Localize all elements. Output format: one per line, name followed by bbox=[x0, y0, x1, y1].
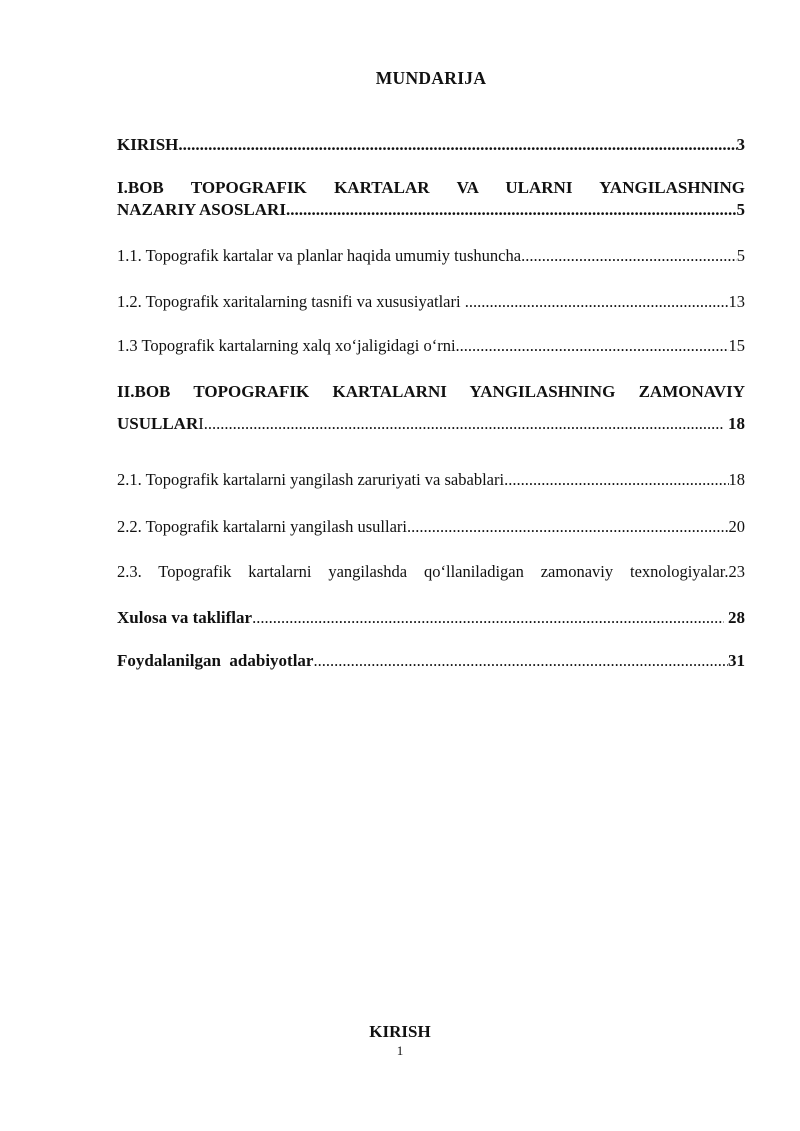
toc-entry-title: 2.3. Topografik kartalarni yangilashda qo‘llaniladigan zamonaviy texnologiyalar. bbox=[117, 562, 729, 581]
toc-row-chapter-1[interactable] bbox=[117, 176, 745, 221]
toc-page-number: 20 bbox=[728, 517, 745, 536]
toc-page-number: 5 bbox=[736, 246, 745, 265]
dot-leader bbox=[521, 245, 737, 267]
toc-row-1-2[interactable] bbox=[117, 291, 745, 313]
toc-entry-title: 1.2. Topografik xaritalarning tasnifi va xususiyatlari bbox=[117, 292, 465, 311]
toc-entry-title: 1.1. Topografik kartalar va planlar haqida umumiy tushuncha bbox=[117, 246, 522, 265]
dot-leader bbox=[178, 134, 736, 156]
toc-entry-line2 bbox=[117, 199, 745, 221]
dot-leader bbox=[204, 413, 724, 435]
toc-entry-title-line2: NAZARIY ASOSLARI bbox=[117, 200, 286, 219]
toc-entry-title: 2.1. Topografik kartalarni yangilash zaruriyati va sabablari bbox=[117, 470, 505, 489]
dot-leader bbox=[456, 335, 729, 357]
toc-entry-title-line2-tail: I bbox=[198, 414, 204, 433]
toc-entry-title: 2.2. Topografik kartalarni yangilash usullari bbox=[117, 517, 407, 536]
toc-row-2-1[interactable] bbox=[117, 469, 745, 491]
toc-entry-title: KIRISH bbox=[117, 135, 179, 154]
toc-page-number: 5 bbox=[736, 200, 745, 219]
toc-row-adabiyotlar[interactable] bbox=[117, 650, 745, 672]
page-title: MUNDARIJA bbox=[375, 68, 487, 88]
toc-page-number: 31 bbox=[728, 651, 745, 670]
dot-leader bbox=[286, 199, 737, 221]
page-number: 1 bbox=[396, 1043, 404, 1058]
toc-entry-title: Xulosa va takliflar bbox=[117, 608, 253, 627]
toc-page-number: 28 bbox=[723, 608, 745, 627]
table-of-contents bbox=[117, 134, 745, 672]
toc-page-number: 13 bbox=[728, 292, 745, 311]
toc-page-number: 23 bbox=[728, 562, 745, 581]
toc-row-1-1[interactable] bbox=[117, 245, 745, 267]
next-section-heading: KIRISH bbox=[369, 1022, 431, 1041]
toc-row-xulosa[interactable] bbox=[117, 607, 745, 629]
toc-page-number: 18 bbox=[728, 470, 745, 489]
toc-entry-title-line1: II.BOB TOPOGRAFIK KARTALARNI YANGILASHNING ZAMONAVIY bbox=[117, 382, 745, 401]
toc-entry-title-line2-bold: USULLAR bbox=[117, 414, 199, 433]
dot-leader bbox=[504, 469, 728, 491]
toc-row-2-2[interactable] bbox=[117, 516, 745, 538]
toc-page-number: 3 bbox=[736, 135, 745, 154]
toc-entry-title: Foydalanilgan adabiyotlar bbox=[117, 651, 314, 670]
toc-entry-title-line1: I.BOB TOPOGRAFIK KARTALAR VA ULARNI YANGILASHNING bbox=[117, 178, 745, 197]
toc-row-2-3[interactable] bbox=[117, 561, 745, 583]
toc-row-1-3[interactable] bbox=[117, 335, 745, 357]
dot-leader bbox=[407, 516, 729, 538]
toc-page-number: 18 bbox=[723, 414, 745, 433]
toc-entry-line2 bbox=[117, 413, 745, 435]
dot-leader bbox=[313, 650, 728, 672]
toc-row-kirish[interactable] bbox=[117, 134, 745, 156]
dot-leader bbox=[252, 607, 724, 629]
dot-leader bbox=[465, 291, 729, 313]
toc-row-chapter-2[interactable] bbox=[117, 380, 745, 435]
toc-page-number: 15 bbox=[728, 336, 745, 355]
toc-entry-title: 1.3 Topografik kartalarning xalq xo‘jaligidagi o‘rni bbox=[117, 336, 456, 355]
